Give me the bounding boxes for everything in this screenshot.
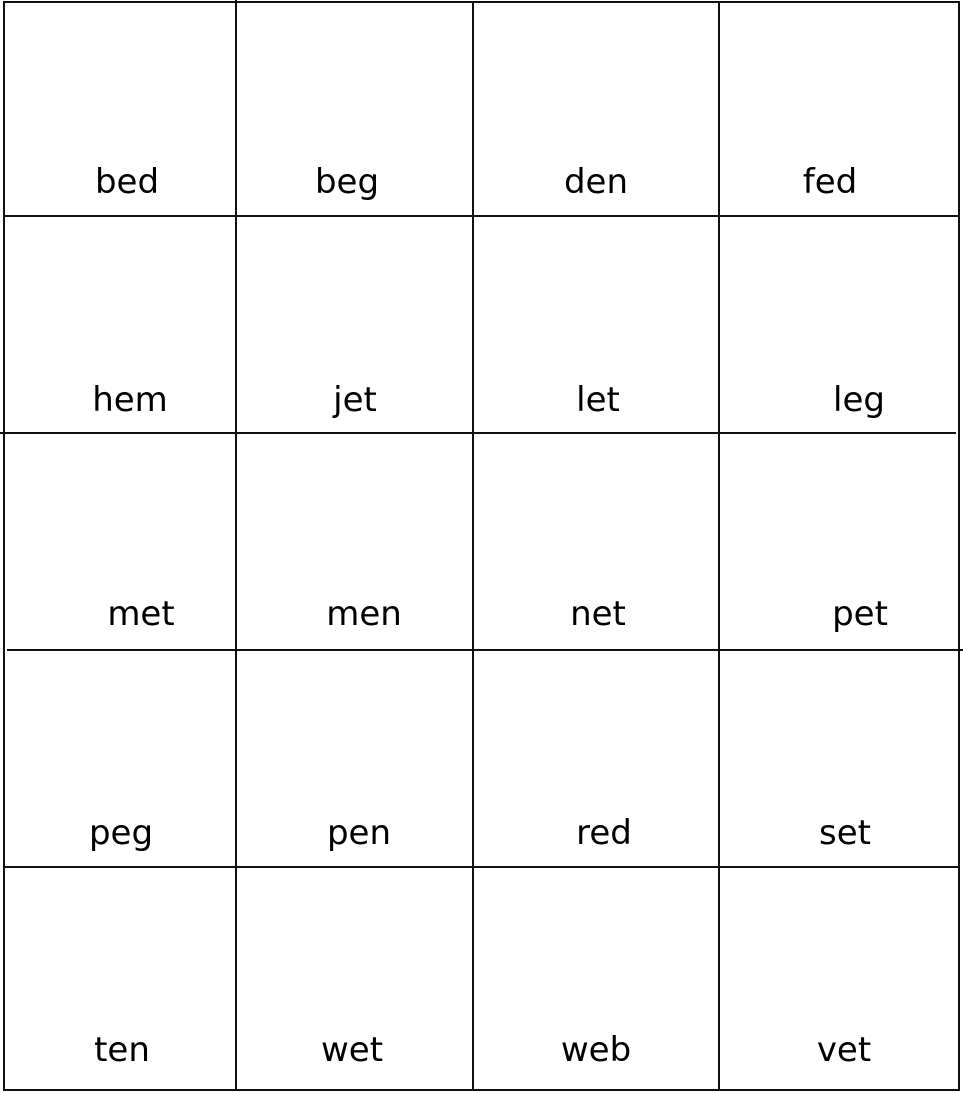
word-card: net — [570, 594, 626, 634]
grid-line — [3, 1089, 960, 1091]
word-card: pet — [832, 594, 888, 634]
grid-line — [472, 1, 474, 1091]
word-card: let — [576, 380, 620, 420]
word-card: beg — [314, 162, 380, 202]
grid-line — [7, 649, 963, 651]
word-card: leg — [833, 380, 885, 420]
word-card: hem — [92, 380, 168, 420]
grid-line — [3, 1, 5, 1091]
grid-line — [3, 866, 960, 868]
word-card: met — [107, 594, 175, 634]
word-card: pen — [326, 813, 392, 853]
grid-line — [3, 1, 960, 3]
word-card: den — [563, 162, 629, 202]
grid-line — [3, 215, 960, 217]
grid-line — [235, 0, 237, 1089]
word-card: wet — [320, 1030, 384, 1070]
grid-line — [958, 1, 960, 1091]
word-card: web — [560, 1030, 632, 1070]
grid-line — [0, 432, 956, 434]
grid-line — [718, 1, 720, 1091]
word-card: fed — [802, 162, 858, 202]
word-card: red — [576, 813, 632, 853]
word-card: bed — [94, 162, 160, 202]
word-card: men — [326, 594, 402, 634]
word-card: set — [819, 813, 871, 853]
word-card: jet — [333, 380, 377, 420]
word-card: ten — [94, 1030, 150, 1070]
word-card: peg — [88, 813, 154, 853]
word-card: vet — [816, 1030, 872, 1070]
